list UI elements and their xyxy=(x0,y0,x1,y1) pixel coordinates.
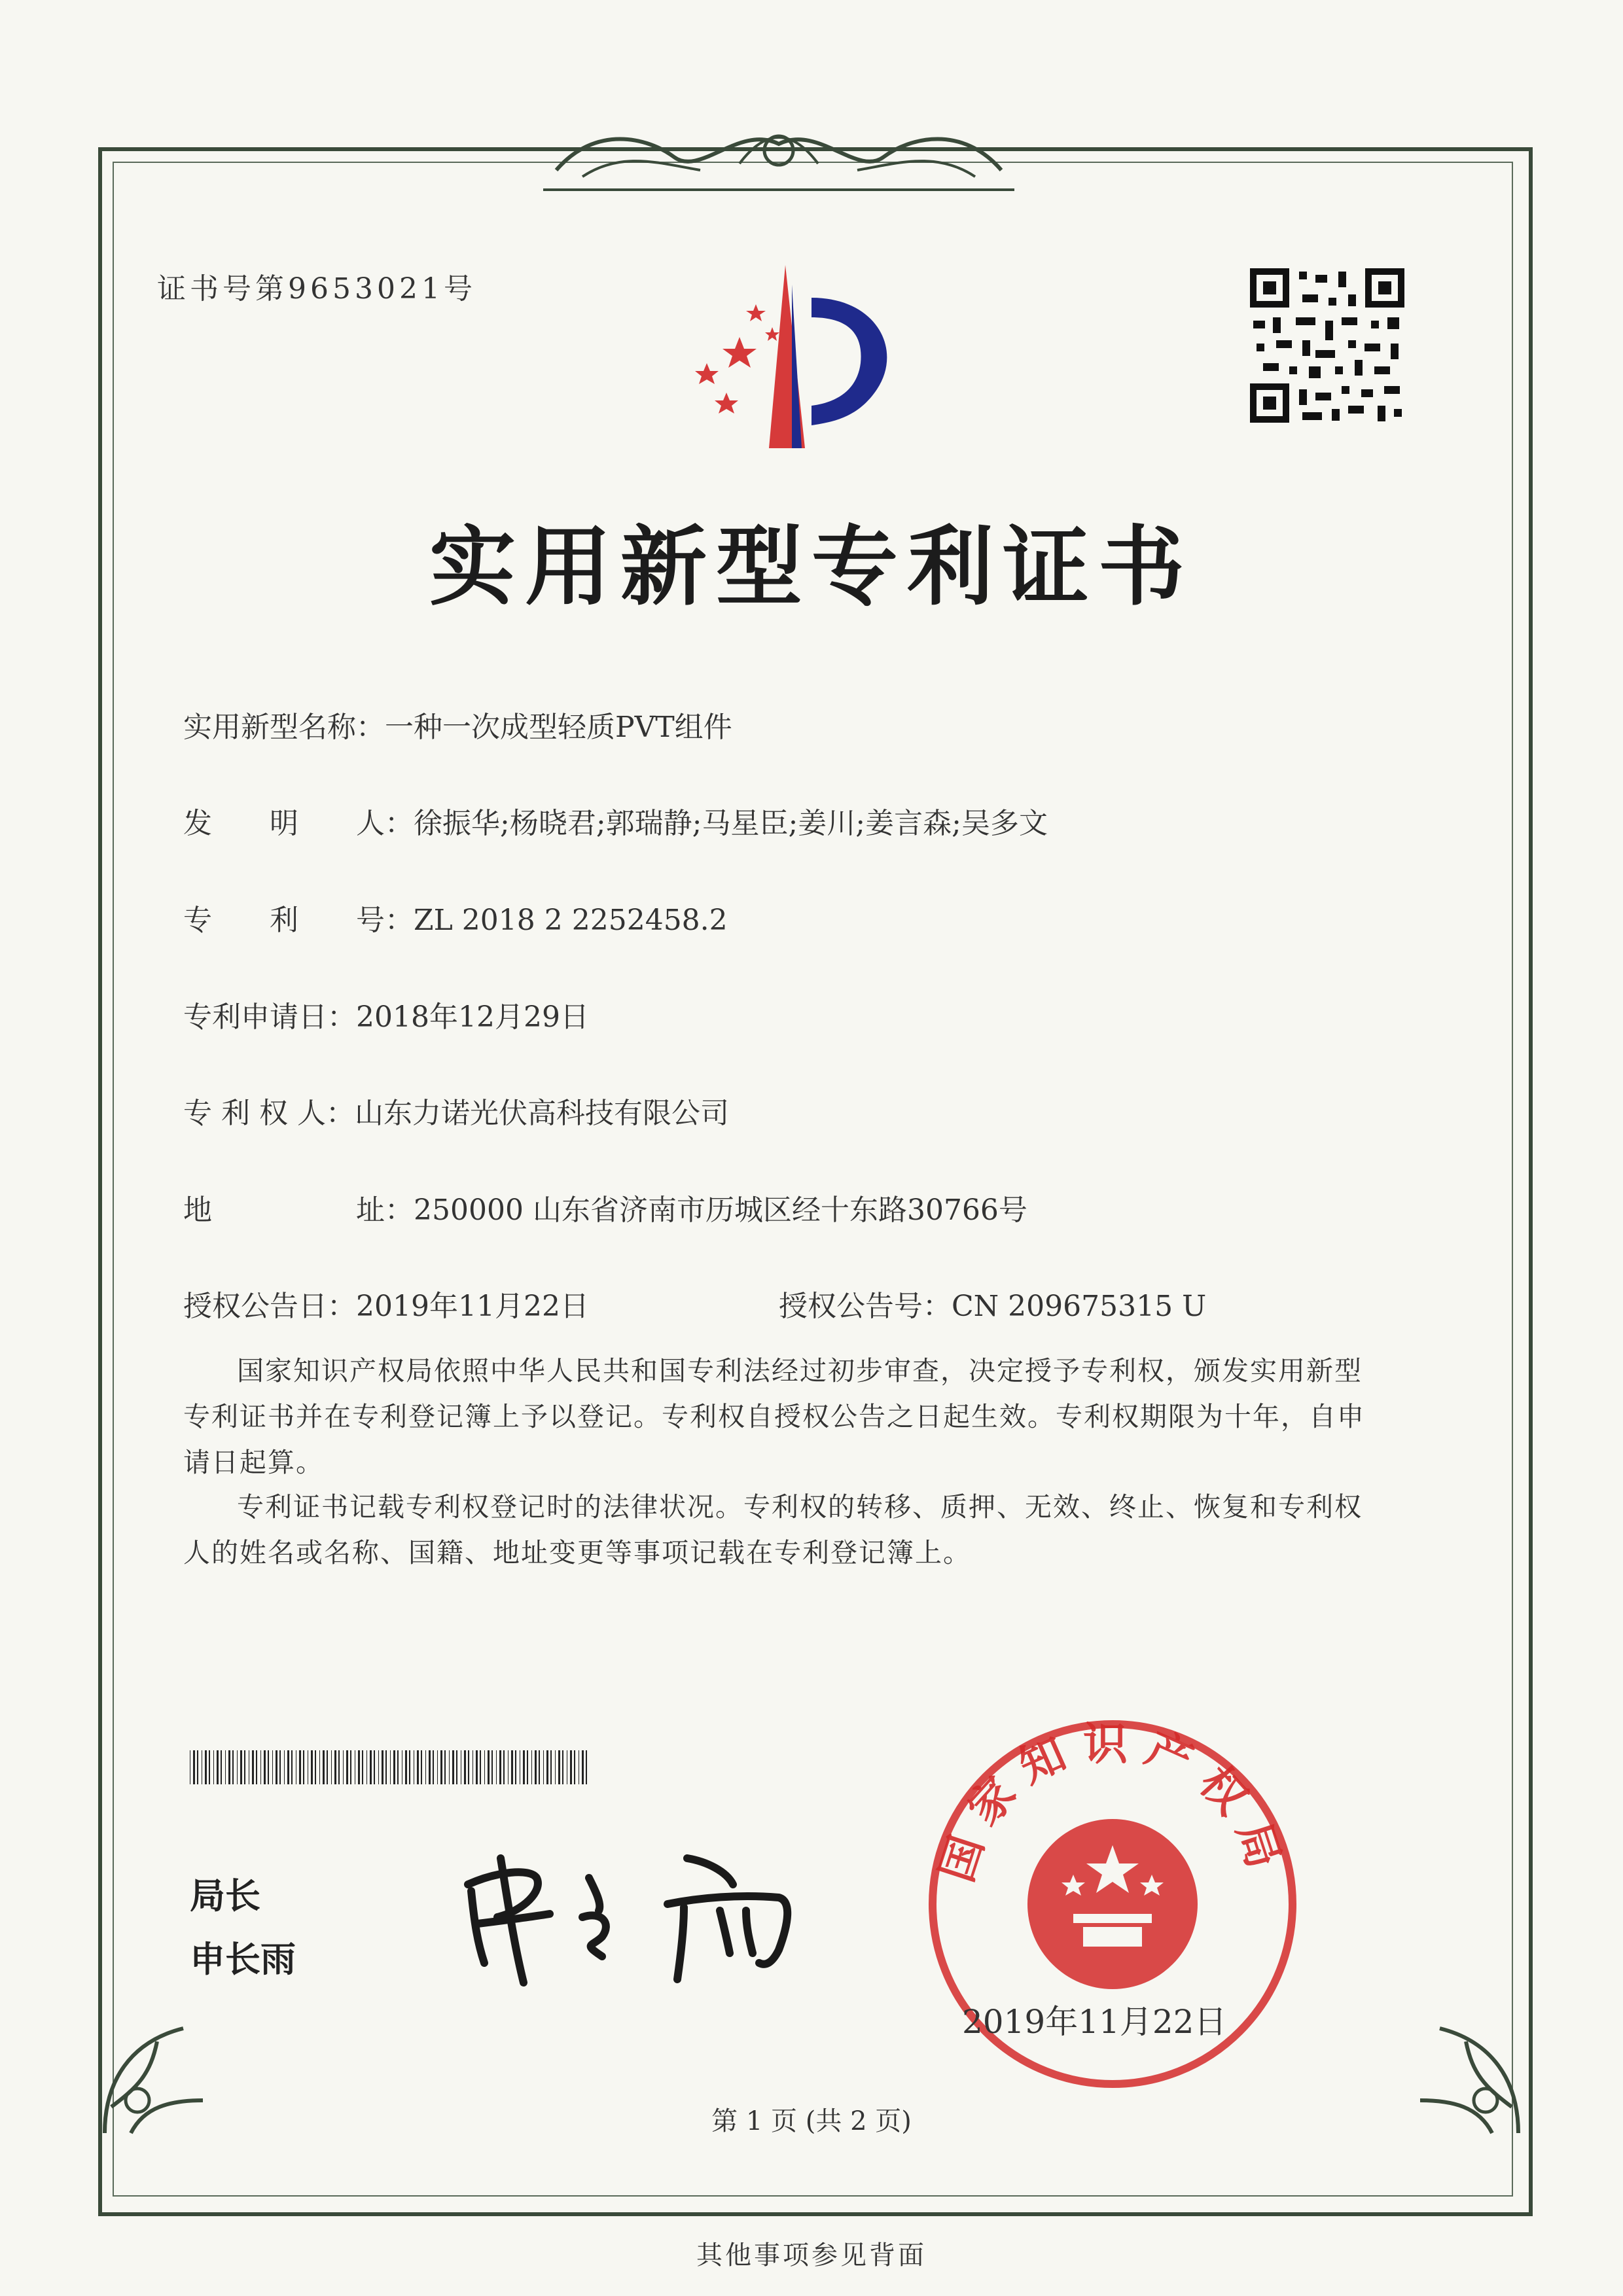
signatory-name: 申长雨 xyxy=(190,1938,296,1980)
barcode xyxy=(190,1750,589,1784)
field-patentee xyxy=(183,1089,729,1131)
grant-number-label: 授权公告号： xyxy=(779,1290,952,1323)
patentee-value: 山东力诺光伏高科技有限公司 xyxy=(354,1097,729,1130)
field-grant-number xyxy=(779,1282,1206,1324)
page-title: 实用新型专利证书 xyxy=(429,516,1194,618)
seal-date: 2019年11月22日 xyxy=(962,2003,1227,2041)
inventors-value: 徐振华;杨晓君;郭瑞静;马星臣;姜川;姜言森;吴多文 xyxy=(414,807,1048,840)
application-date-value: 2018年12月29日 xyxy=(356,1000,589,1034)
patent-number-value: ZL 2018 2 2252458.2 xyxy=(414,904,728,937)
handwritten-signature xyxy=(452,1832,818,1989)
cnipa-logo-icon xyxy=(661,258,923,455)
top-ornament xyxy=(543,98,1014,196)
field-application-date xyxy=(183,993,589,1035)
field-grant-date xyxy=(183,1282,589,1324)
grant-date-value: 2019年11月22日 xyxy=(356,1290,589,1323)
certificate-number: 证书号第9653021号 xyxy=(157,272,476,306)
statement-paragraph-2: 专利证书记载专利权登记时的法律状况。专利权的转移、质押、无效、终止、恢复和专利权人的姓名或名称、国籍、地址变更等事项记载在专利登记簿上。 xyxy=(183,1491,1363,1568)
inventors-label: 发 明 人： xyxy=(183,807,414,840)
field-model-name xyxy=(183,703,732,745)
field-patent-number xyxy=(183,896,728,938)
grant-date-label: 授权公告日： xyxy=(183,1290,356,1323)
seal-text: 国家知识产权局 xyxy=(931,1718,1294,1888)
model-name-label: 实用新型名称： xyxy=(183,711,385,744)
bottom-note: 其他事项参见背面 xyxy=(696,2240,927,2270)
address-value: 250000 山东省济南市历城区经十东路30766号 xyxy=(414,1193,1027,1227)
field-address xyxy=(183,1186,1027,1228)
statement-paragraph-1: 国家知识产权局依照中华人民共和国专利法经过初步审查，决定授予专利权，颁发实用新型专利证书并在专利登记簿上予以登记。专利权自授权公告之日起生效。专利权期限为十年，自申请日起算。 xyxy=(183,1355,1365,1478)
signatory-role: 局长 xyxy=(190,1875,260,1916)
patentee-label: 专 利 权 人： xyxy=(183,1097,355,1130)
page-indicator: 第 1 页 (共 2 页) xyxy=(711,2106,912,2136)
grant-number-value: CN 209675315 U xyxy=(952,1290,1207,1323)
patent-number-label: 专 利 号： xyxy=(183,904,414,937)
application-date-label: 专利申请日： xyxy=(183,1000,356,1034)
qr-code xyxy=(1250,268,1404,423)
field-inventors xyxy=(183,800,1048,841)
model-name-value: 一种一次成型轻质PVT组件 xyxy=(385,711,732,744)
address-label: 地 址： xyxy=(183,1193,414,1227)
